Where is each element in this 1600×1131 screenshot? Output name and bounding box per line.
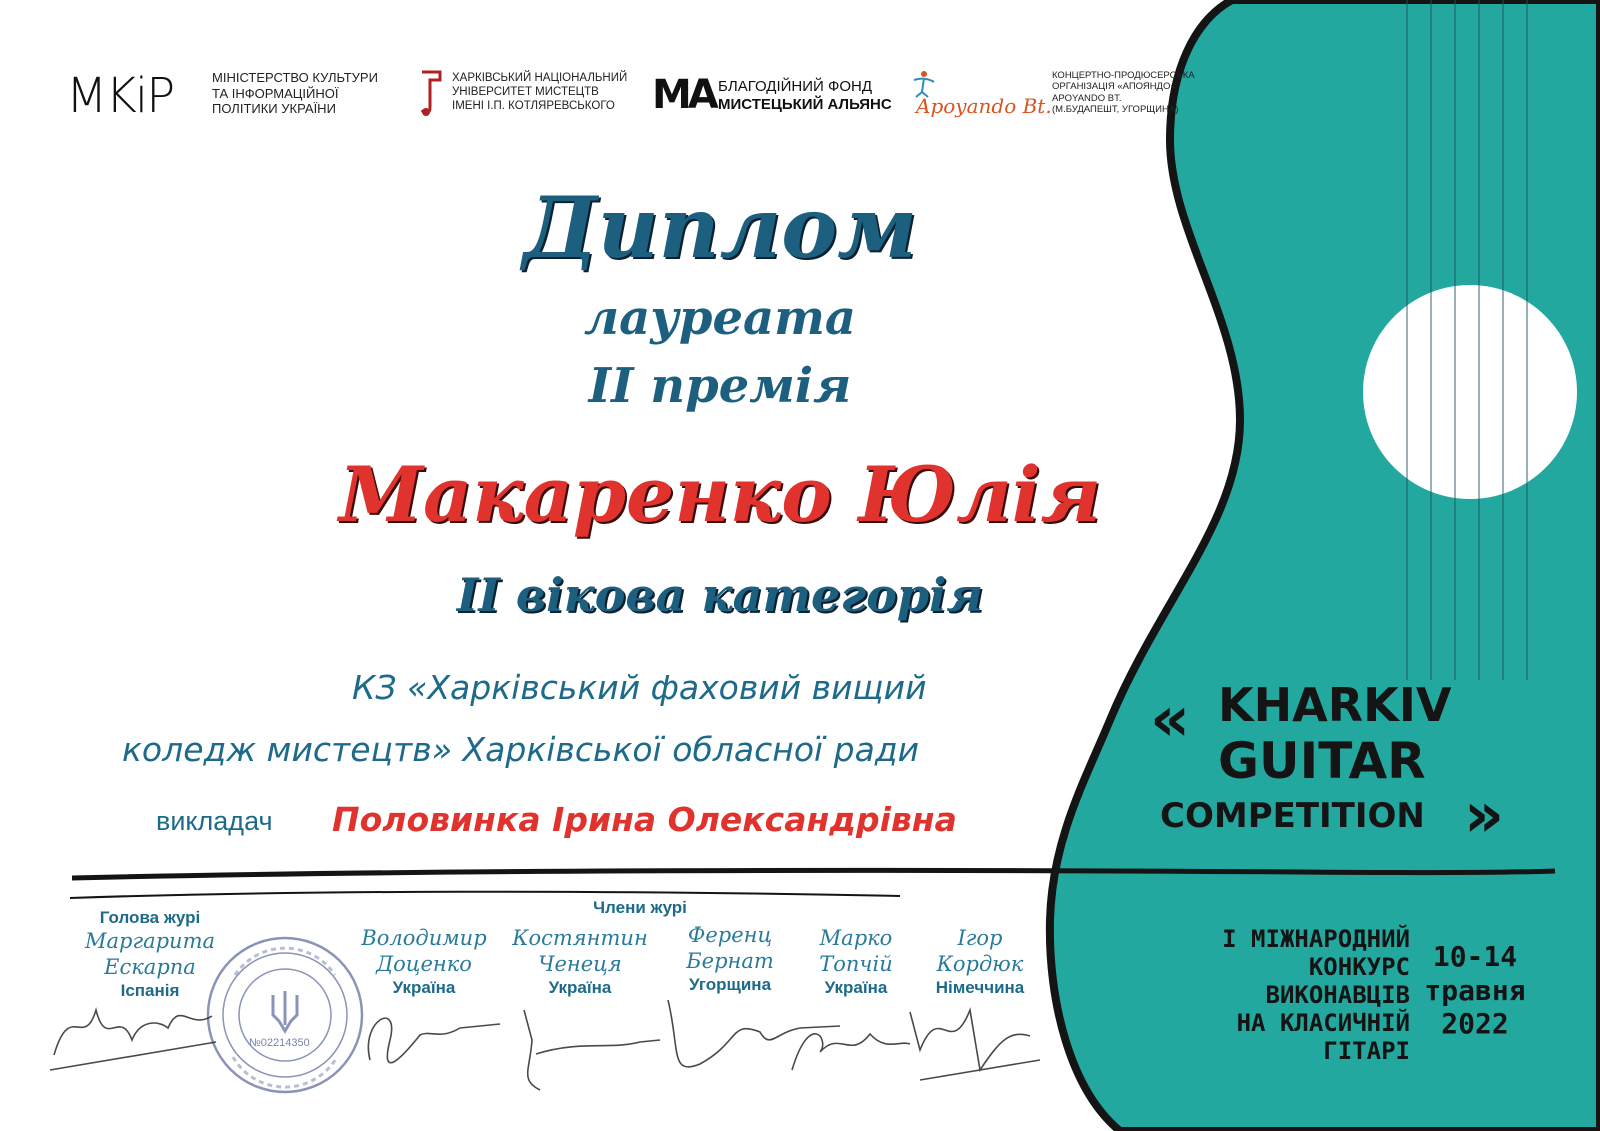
jury-country: Україна (392, 977, 456, 997)
university-emblem-icon (418, 68, 444, 118)
divider-underline (70, 892, 900, 898)
fund-line1: БЛАГОДІЙНИЙ ФОНД (718, 78, 873, 95)
logo-apoyando (912, 70, 1202, 126)
seal-number: №02214350 (249, 1037, 310, 1049)
college-line-1: КЗ «Харківський фаховий вищий (352, 668, 927, 707)
teacher-name: Половинка Ірина Олександрівна (332, 800, 957, 839)
mkip-mark: MKiP (66, 68, 174, 124)
event-line: ГІТАРІ (1323, 1037, 1410, 1066)
university-text-line: ХАРКІВСЬКИЙ НАЦІОНАЛЬНИЙ (452, 72, 628, 84)
date-line: 10-14 (1432, 940, 1518, 973)
apoyando-text-line: КОНЦЕРТНО-ПРОДЮСЕРСЬКА (1052, 70, 1195, 81)
apoyando-text-line: (М.БУДАПЕШТ, УГОРЩИНА) (1052, 104, 1179, 116)
members-label: Члени журі (593, 898, 687, 917)
mkip-text-line: ТА ІНФОРМАЦІЙНОЇ (212, 85, 339, 101)
date-line: 2022 (1441, 1007, 1509, 1041)
university-text (452, 72, 627, 113)
age-category: II вікова категорія (456, 568, 984, 622)
prize-label: II премія (588, 358, 852, 414)
date-line: травня (1424, 973, 1526, 1007)
college-line-2: коледж мистецтв» Харківської обласної ради (122, 730, 920, 769)
mkip-text-line: МІНІСТЕРСТВО КУЛЬТУРИ (212, 70, 378, 85)
jury-name-line: Ескарпа (104, 955, 196, 980)
jury-name-line: Кордюк (936, 952, 1024, 977)
event-line: НА КЛАСИЧНІЙ (1236, 1009, 1410, 1038)
university-text-line: ІМЕНІ І.П. КОТЛЯРЕВСЬКОГО (452, 99, 615, 112)
jury-country: Німеччина (935, 977, 1025, 997)
logo-mkip (66, 62, 406, 122)
jury-name-line: Володимир (361, 926, 487, 950)
jury-country: Україна (548, 977, 612, 997)
apoyando-text-line: ОРГАНІЗАЦІЯ «АПОЯНДО» (1052, 81, 1176, 93)
event-dates (1420, 940, 1530, 1041)
guitar-sound-hole (1363, 285, 1577, 499)
fund-text (718, 78, 892, 114)
jury-country: Угорщина (688, 974, 772, 994)
apoyando-text-line: APOYANDO BT. (1052, 92, 1122, 104)
jury-name-line: Ференц (687, 923, 773, 947)
mkip-text (212, 70, 378, 117)
event-line: КОНКУРС (1308, 953, 1410, 982)
open-quote-icon: « (1150, 682, 1191, 755)
university-text-line: УНІВЕРСИТЕТ МИСТЕЦТВ (452, 85, 599, 98)
apoyando-mark: Apoyando Bt. (916, 94, 1052, 118)
mkip-text-line: ПОЛІТИКИ УКРАЇНИ (212, 101, 336, 117)
jury-name-line: Маргарита (85, 929, 215, 953)
competition-line-3: COMPETITION (1160, 796, 1425, 836)
jury-country: Україна (824, 977, 888, 997)
event-line: І МІЖНАРОДНИЙ (1222, 925, 1410, 953)
logo-fund (652, 72, 912, 122)
logo-university (418, 66, 638, 122)
laureate-name: Макаренко Юлія (338, 450, 1102, 539)
jury-country: Іспанія (120, 980, 180, 1000)
chair-label: Голова журі (99, 908, 201, 927)
teacher-label: викладач (156, 806, 273, 836)
diploma-title: Диплом (522, 178, 918, 277)
jury-name-line: Топчій (819, 952, 893, 977)
fund-line2: МИСТЕЦЬКИЙ АЛЬЯНС (718, 96, 892, 113)
laureate-label: лауреата (583, 290, 857, 346)
jury-name-line: Доценко (376, 952, 472, 977)
jury-name-line: Бернат (686, 949, 774, 974)
close-quote-icon: » (1464, 778, 1505, 851)
event-line: ВИКОНАВЦІВ (1265, 981, 1410, 1010)
competition-logo (1150, 672, 1530, 862)
fund-mark: MA (652, 72, 715, 118)
apoyando-text (1052, 70, 1195, 116)
competition-line-1: KHARKIV (1218, 678, 1452, 732)
jury-name-line: Марко (819, 926, 893, 950)
jury-name-line: Ігор (957, 926, 1003, 950)
jury-name-line: Костянтин (512, 926, 648, 950)
jury-signatures (40, 977, 1100, 1130)
event-description (1160, 925, 1410, 1065)
jury-name-line: Ченеця (538, 952, 622, 977)
competition-line-2: GUITAR (1218, 732, 1426, 790)
